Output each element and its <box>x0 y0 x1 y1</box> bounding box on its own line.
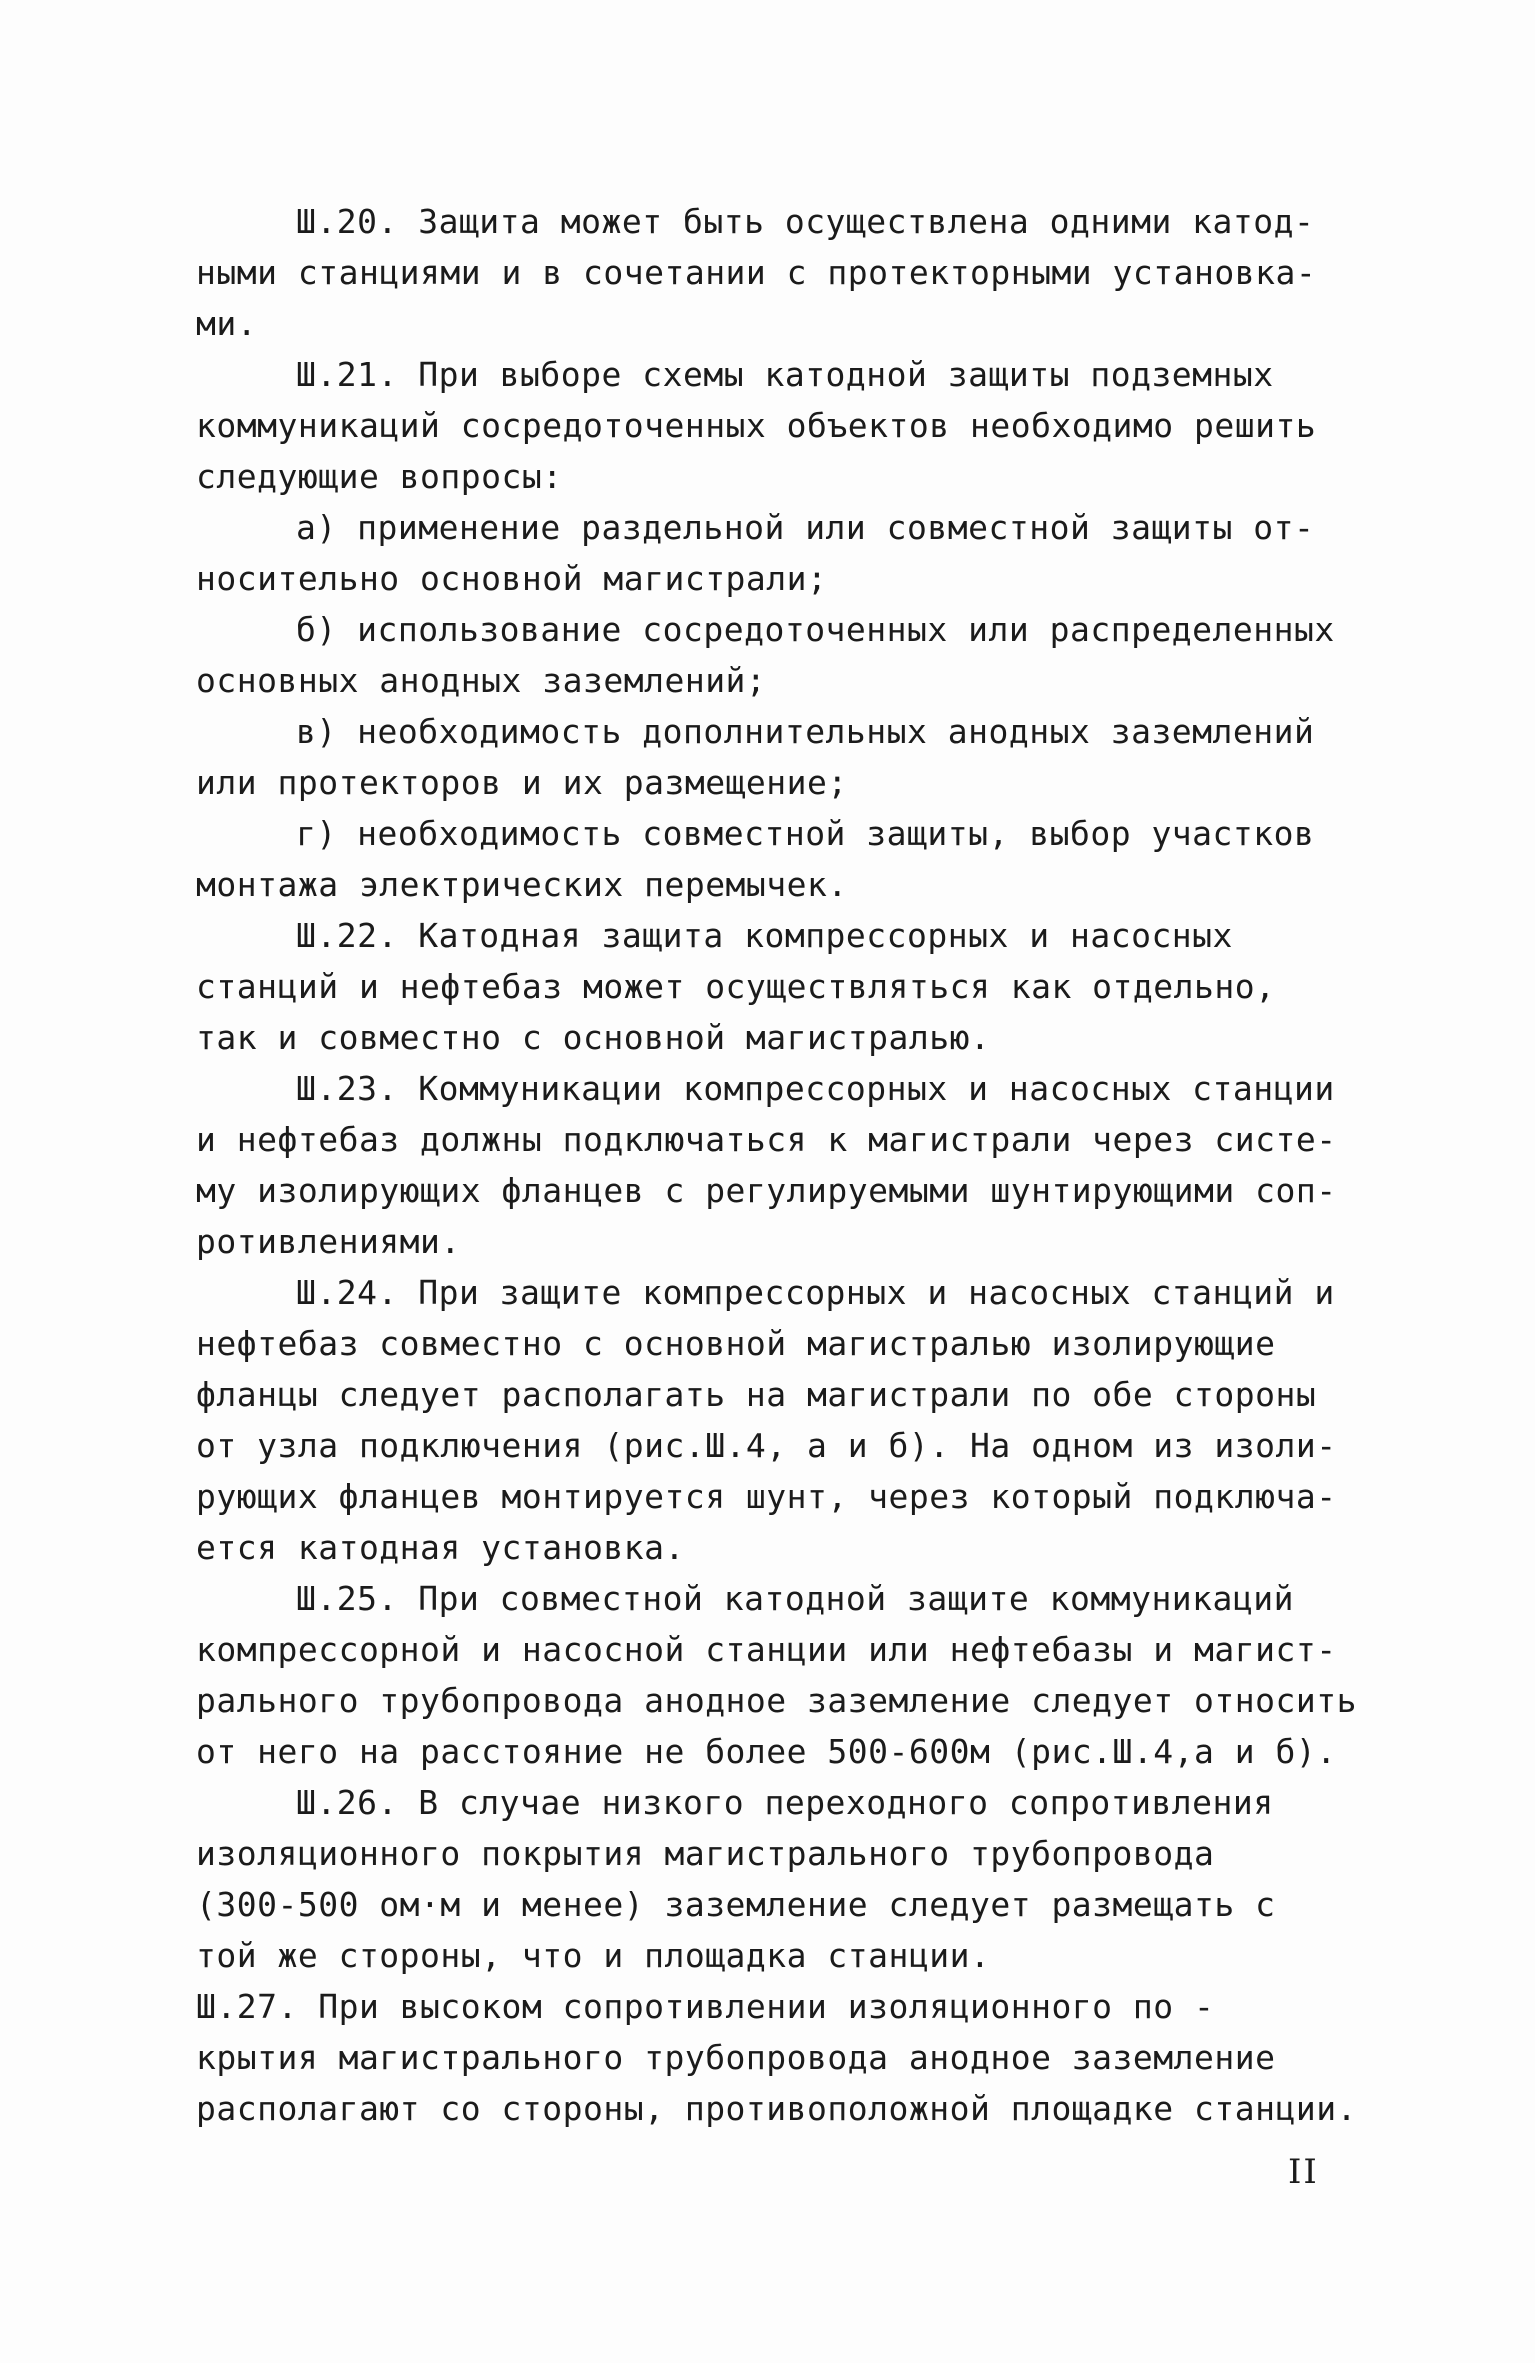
text-line: крытия магистрального трубопровода анодное заземление <box>196 2038 1276 2077</box>
body-text <box>196 196 1357 2134</box>
text-line: Ш.24. При защите компрессорных и насосных станций и <box>296 1273 1335 1312</box>
text-line: ными станциями и в сочетании с протекторными установка- <box>196 253 1317 292</box>
text-line: в) необходимость дополнительных анодных заземлений <box>296 712 1315 751</box>
text-line: му изолирующих фланцев с регулируемыми шунтирующими соп- <box>196 1171 1337 1210</box>
text-line: фланцы следует располагать на магистрали по обе стороны <box>196 1375 1317 1414</box>
text-line: и нефтебаз должны подключаться к магистрали через систе- <box>196 1120 1337 1159</box>
text-line: монтажа электрических перемычек. <box>196 865 848 904</box>
text-line: так и совместно с основной магистралью. <box>196 1018 991 1057</box>
text-line: следующие вопросы: <box>196 457 563 496</box>
text-line: б) использование сосредоточенных или распределенных <box>296 610 1335 649</box>
text-line: ротивлениями. <box>196 1222 461 1261</box>
text-line: основных анодных заземлений; <box>196 661 767 700</box>
text-line: Ш.27. При высоком сопротивлении изоляционного по - <box>196 1987 1215 2026</box>
text-line: от узла подключения (рис.Ш.4, а и б). На одном из изоли- <box>196 1426 1337 1465</box>
text-line: располагают со стороны, противоположной площадке станции. <box>196 2089 1357 2128</box>
text-line: г) необходимость совместной защиты, выбор участков <box>296 814 1315 853</box>
text-line: компрессорной и насосной станции или нефтебазы и магист- <box>196 1630 1337 1669</box>
text-line: Ш.23. Коммуникации компрессорных и насосных станции <box>296 1069 1335 1108</box>
text-line: ется катодная установка. <box>196 1528 685 1567</box>
text-line: Ш.21. При выборе схемы катодной защиты подземных <box>296 355 1274 394</box>
text-line: Ш.22. Катодная защита компрессорных и насосных <box>296 916 1233 955</box>
text-line: Ш.20. Защита может быть осуществлена одними катод- <box>296 202 1315 241</box>
text-line: нефтебаз совместно с основной магистралью изолирующие <box>196 1324 1276 1363</box>
text-line: а) применение раздельной или совместной защиты от- <box>296 508 1315 547</box>
text-line: Ш.25. При совместной катодной защите коммуникаций <box>296 1579 1295 1618</box>
text-line: ми. <box>196 304 258 343</box>
text-line: Ш.26. В случае низкого переходного сопротивления <box>296 1783 1274 1822</box>
page-number: II <box>1288 2152 1319 2192</box>
text-line: той же стороны, что и площадка станции. <box>196 1936 991 1975</box>
text-line: рального трубопровода анодное заземление следует относить <box>196 1681 1357 1720</box>
text-line: от него на расстояние не более 500-600м (рис.Ш.4,а и б). <box>196 1732 1337 1771</box>
text-line: коммуникаций сосредоточенных объектов необходимо решить <box>196 406 1317 445</box>
text-line: (300-500 ом·м и менее) заземление следует размещать с <box>196 1885 1276 1924</box>
text-line: или протекторов и их размещение; <box>196 763 848 802</box>
text-line: станций и нефтебаз может осуществляться как отдельно, <box>196 967 1276 1006</box>
text-line: изоляционного покрытия магистрального трубопровода <box>196 1834 1215 1873</box>
text-line: рующих фланцев монтируется шунт, через который подключа- <box>196 1477 1337 1516</box>
text-line: носительно основной магистрали; <box>196 559 828 598</box>
